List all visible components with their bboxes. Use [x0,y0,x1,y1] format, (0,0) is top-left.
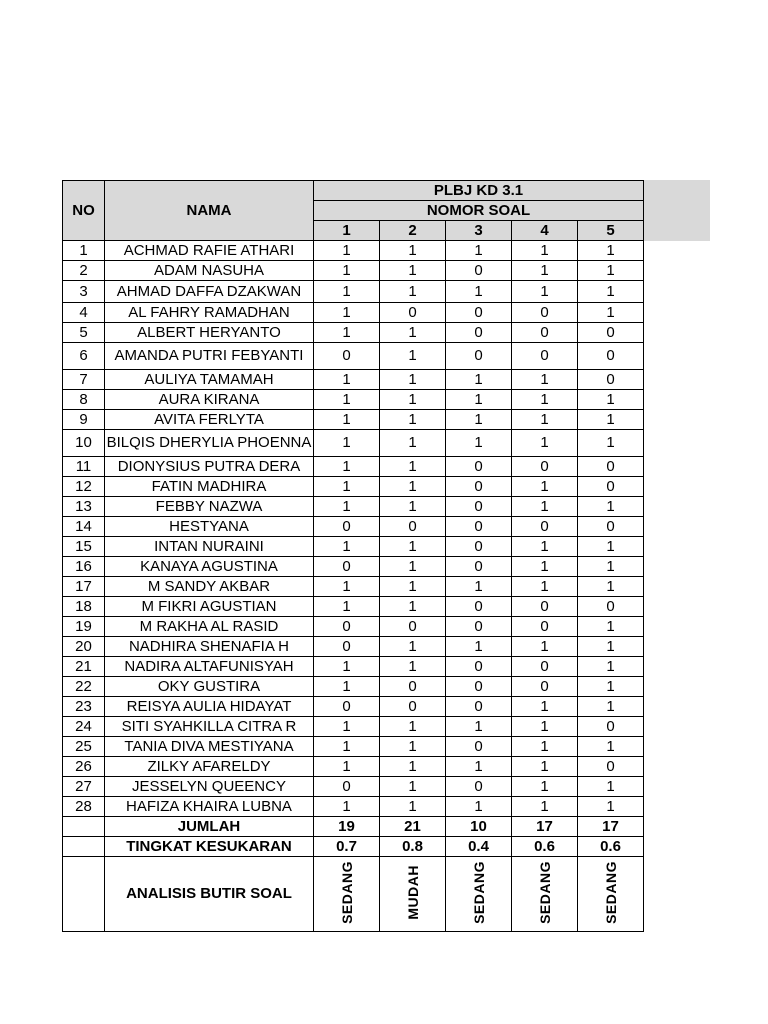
score-cell: 1 [380,737,446,757]
table-row [63,717,644,737]
table-row [63,617,644,637]
score-cell: 0 [446,477,512,497]
score-cell: 1 [512,637,578,657]
table-row [63,281,644,303]
student-name: HAFIZA KHAIRA LUBNA [105,797,314,817]
row-number: 5 [63,323,105,343]
score-cell: 1 [512,370,578,390]
row-number: 9 [63,410,105,430]
student-name: AHMAD DAFFA DZAKWAN [105,281,314,303]
student-name: M RAKHA AL RASID [105,617,314,637]
score-cell: 1 [314,241,380,261]
score-cell: 1 [314,537,380,557]
score-cell: 0 [512,343,578,370]
row-number: 26 [63,757,105,777]
jumlah-value: 21 [380,817,446,837]
score-cell: 0 [578,323,644,343]
row-number: 3 [63,281,105,303]
score-cell: 1 [578,410,644,430]
score-cell: 1 [512,281,578,303]
score-cell: 0 [446,323,512,343]
score-cell: 1 [314,281,380,303]
row-number: 24 [63,717,105,737]
row-number: 23 [63,697,105,717]
header-title: PLBJ KD 3.1 [314,181,644,201]
student-name: DIONYSIUS PUTRA DERA [105,457,314,477]
table-row [63,477,644,497]
score-cell: 1 [314,597,380,617]
score-cell: 1 [314,261,380,281]
table-row [63,497,644,517]
student-name: AMANDA PUTRI FEBYANTI [105,343,314,370]
table-row [63,637,644,657]
score-cell: 1 [512,241,578,261]
kesukaran-row [63,837,644,857]
score-cell: 1 [512,797,578,817]
score-cell: 1 [314,390,380,410]
score-cell: 1 [380,757,446,777]
header-question: 3 [446,221,512,241]
score-cell: 1 [446,797,512,817]
student-name: AVITA FERLYTA [105,410,314,430]
score-cell: 1 [512,390,578,410]
student-name: FEBBY NAZWA [105,497,314,517]
header-question: 4 [512,221,578,241]
table-row [63,241,644,261]
score-cell: 1 [380,430,446,457]
header-question: 1 [314,221,380,241]
score-cell: 0 [578,717,644,737]
score-cell: 0 [578,517,644,537]
score-cell: 1 [314,757,380,777]
analisis-value: SEDANG [470,860,487,924]
header-grey-band [644,180,710,241]
score-cell: 0 [446,457,512,477]
score-cell: 1 [380,477,446,497]
score-cell: 1 [380,410,446,430]
score-cell: 1 [446,370,512,390]
score-cell: 1 [380,497,446,517]
score-cell: 1 [578,797,644,817]
score-cell: 1 [578,430,644,457]
score-cell: 1 [380,657,446,677]
student-name: ADAM NASUHA [105,261,314,281]
score-cell: 0 [512,677,578,697]
score-cell: 1 [512,777,578,797]
score-cell: 1 [578,677,644,697]
analisis-row [63,857,644,932]
score-cell: 1 [380,261,446,281]
score-cell: 1 [314,477,380,497]
score-cell: 1 [578,281,644,303]
student-name: AULIYA TAMAMAH [105,370,314,390]
row-number: 12 [63,477,105,497]
score-cell: 1 [578,537,644,557]
analisis-value: MUDAH [404,864,421,920]
score-cell: 0 [380,617,446,637]
score-cell: 1 [578,557,644,577]
row-number: 14 [63,517,105,537]
table-row [63,390,644,410]
score-cell: 1 [578,697,644,717]
score-cell: 1 [314,410,380,430]
score-cell: 1 [578,737,644,757]
score-cell: 1 [380,717,446,737]
student-name: JESSELYN QUEENCY [105,777,314,797]
analisis-cell [314,857,380,932]
score-cell: 0 [578,477,644,497]
row-number: 25 [63,737,105,757]
table-row [63,677,644,697]
score-cell: 1 [512,737,578,757]
score-cell: 1 [578,390,644,410]
row-number: 8 [63,390,105,410]
row-number: 22 [63,677,105,697]
table-row [63,517,644,537]
score-cell: 1 [578,657,644,677]
student-name: M SANDY AKBAR [105,577,314,597]
score-cell: 0 [446,597,512,617]
kesukaran-label: TINGKAT KESUKARAN [105,837,314,857]
score-cell: 1 [314,737,380,757]
score-cell: 1 [380,537,446,557]
header-no: NO [63,181,105,241]
kesukaran-value: 0.7 [314,837,380,857]
analisis-cell [380,857,446,932]
score-cell: 1 [578,617,644,637]
student-name: HESTYANA [105,517,314,537]
score-cell: 0 [578,597,644,617]
score-cell: 1 [380,281,446,303]
table-row [63,697,644,717]
table-row [63,577,644,597]
student-name: NADHIRA SHENAFIA H [105,637,314,657]
score-cell: 1 [446,410,512,430]
score-cell: 0 [512,617,578,637]
jumlah-value: 17 [578,817,644,837]
table-row [63,430,644,457]
row-number: 19 [63,617,105,637]
score-cell: 0 [512,303,578,323]
student-name: AL FAHRY RAMADHAN [105,303,314,323]
score-cell: 1 [578,497,644,517]
score-table [62,180,644,932]
row-number: 11 [63,457,105,477]
score-cell: 0 [314,557,380,577]
score-cell: 0 [314,777,380,797]
score-cell: 1 [578,303,644,323]
score-cell: 1 [512,697,578,717]
score-cell: 0 [446,517,512,537]
row-number: 7 [63,370,105,390]
table-row [63,657,644,677]
header-question: 5 [578,221,644,241]
score-cell: 0 [446,261,512,281]
jumlah-row [63,817,644,837]
score-cell: 1 [314,577,380,597]
score-cell: 0 [512,657,578,677]
student-name: NADIRA ALTAFUNISYAH [105,657,314,677]
score-cell: 1 [314,657,380,677]
score-cell: 1 [314,303,380,323]
score-cell: 1 [380,637,446,657]
analisis-cell [512,857,578,932]
score-cell: 0 [578,370,644,390]
score-cell: 1 [446,577,512,597]
score-cell: 1 [380,457,446,477]
score-cell: 1 [380,797,446,817]
score-cell: 1 [314,497,380,517]
student-name: BILQIS DHERYLIA PHOENNA [105,430,314,457]
score-cell: 1 [578,577,644,597]
score-cell: 0 [380,517,446,537]
table-row [63,797,644,817]
score-cell: 1 [578,637,644,657]
score-cell: 1 [314,457,380,477]
kesukaran-value: 0.4 [446,837,512,857]
student-name: SITI SYAHKILLA CITRA R [105,717,314,737]
score-cell: 0 [512,323,578,343]
score-cell: 1 [446,430,512,457]
score-cell: 0 [512,457,578,477]
table-row [63,457,644,477]
score-cell: 0 [446,617,512,637]
score-cell: 1 [380,557,446,577]
table-row [63,410,644,430]
score-cell: 1 [512,410,578,430]
row-number: 18 [63,597,105,617]
score-cell: 0 [578,343,644,370]
score-cell: 1 [314,717,380,737]
score-cell: 1 [512,261,578,281]
score-cell: 0 [578,457,644,477]
score-cell: 0 [314,343,380,370]
row-number: 28 [63,797,105,817]
header-nomor-soal: NOMOR SOAL [314,201,644,221]
score-cell: 1 [512,557,578,577]
header-nama: NAMA [105,181,314,241]
score-cell: 1 [380,370,446,390]
score-cell: 1 [314,323,380,343]
score-cell: 1 [446,637,512,657]
table-row [63,737,644,757]
score-cell: 1 [380,241,446,261]
table-row [63,370,644,390]
score-cell: 0 [380,697,446,717]
row-number: 10 [63,430,105,457]
empty-cell [63,857,105,932]
row-number: 13 [63,497,105,517]
row-number: 15 [63,537,105,557]
score-cell: 1 [314,370,380,390]
jumlah-value: 17 [512,817,578,837]
student-name: ZILKY AFARELDY [105,757,314,777]
score-cell: 1 [446,281,512,303]
score-cell: 0 [446,303,512,323]
score-cell: 0 [512,597,578,617]
score-cell: 0 [512,517,578,537]
table-row [63,597,644,617]
score-cell: 0 [446,537,512,557]
score-cell: 1 [512,537,578,557]
score-cell: 0 [314,517,380,537]
row-number: 21 [63,657,105,677]
score-cell: 0 [446,697,512,717]
student-name: OKY GUSTIRA [105,677,314,697]
score-cell: 1 [380,597,446,617]
score-cell: 1 [314,430,380,457]
score-cell: 1 [380,343,446,370]
score-cell: 0 [446,677,512,697]
analisis-value: SEDANG [338,860,355,924]
row-number: 27 [63,777,105,797]
table-row [63,261,644,281]
student-name: TANIA DIVA MESTIYANA [105,737,314,757]
score-cell: 0 [446,497,512,517]
student-name: REISYA AULIA HIDAYAT [105,697,314,717]
score-cell: 1 [512,497,578,517]
jumlah-label: JUMLAH [105,817,314,837]
empty-cell [63,837,105,857]
score-cell: 1 [578,261,644,281]
row-number: 20 [63,637,105,657]
score-cell: 0 [380,303,446,323]
empty-cell [63,817,105,837]
table-row [63,557,644,577]
score-cell: 1 [380,777,446,797]
student-name: KANAYA AGUSTINA [105,557,314,577]
jumlah-value: 19 [314,817,380,837]
kesukaran-value: 0.8 [380,837,446,857]
row-number: 16 [63,557,105,577]
score-cell: 1 [446,390,512,410]
row-number: 2 [63,261,105,281]
kesukaran-value: 0.6 [578,837,644,857]
score-cell: 0 [380,677,446,697]
student-name: INTAN NURAINI [105,537,314,557]
score-cell: 1 [380,323,446,343]
score-cell: 1 [512,717,578,737]
analisis-label: ANALISIS BUTIR SOAL [105,857,314,932]
student-name: M FIKRI AGUSTIAN [105,597,314,617]
score-cell: 0 [314,697,380,717]
table-row [63,757,644,777]
student-name: ACHMAD RAFIE ATHARI [105,241,314,261]
table-row [63,343,644,370]
score-cell: 1 [512,430,578,457]
row-number: 17 [63,577,105,597]
score-cell: 1 [314,797,380,817]
row-number: 1 [63,241,105,261]
student-name: ALBERT HERYANTO [105,323,314,343]
score-cell: 1 [314,677,380,697]
score-cell: 1 [446,717,512,737]
score-cell: 1 [512,757,578,777]
score-cell: 1 [380,390,446,410]
analisis-value: SEDANG [536,860,553,924]
analisis-value: SEDANG [602,860,619,924]
score-cell: 0 [446,557,512,577]
analisis-cell [578,857,644,932]
score-cell: 1 [512,577,578,597]
score-cell: 0 [314,617,380,637]
score-cell: 1 [446,757,512,777]
score-cell: 1 [578,241,644,261]
table-row [63,777,644,797]
score-cell: 1 [446,241,512,261]
table-row [63,303,644,323]
student-name: AURA KIRANA [105,390,314,410]
jumlah-value: 10 [446,817,512,837]
row-number: 6 [63,343,105,370]
score-cell: 1 [380,577,446,597]
header-question: 2 [380,221,446,241]
score-cell: 0 [578,757,644,777]
analisis-cell [446,857,512,932]
table-row [63,323,644,343]
score-cell: 1 [578,777,644,797]
score-cell: 0 [314,637,380,657]
score-cell: 0 [446,737,512,757]
table-row [63,537,644,557]
score-cell: 0 [446,343,512,370]
score-cell: 0 [446,777,512,797]
score-cell: 1 [512,477,578,497]
kesukaran-value: 0.6 [512,837,578,857]
score-cell: 0 [446,657,512,677]
student-name: FATIN MADHIRA [105,477,314,497]
row-number: 4 [63,303,105,323]
